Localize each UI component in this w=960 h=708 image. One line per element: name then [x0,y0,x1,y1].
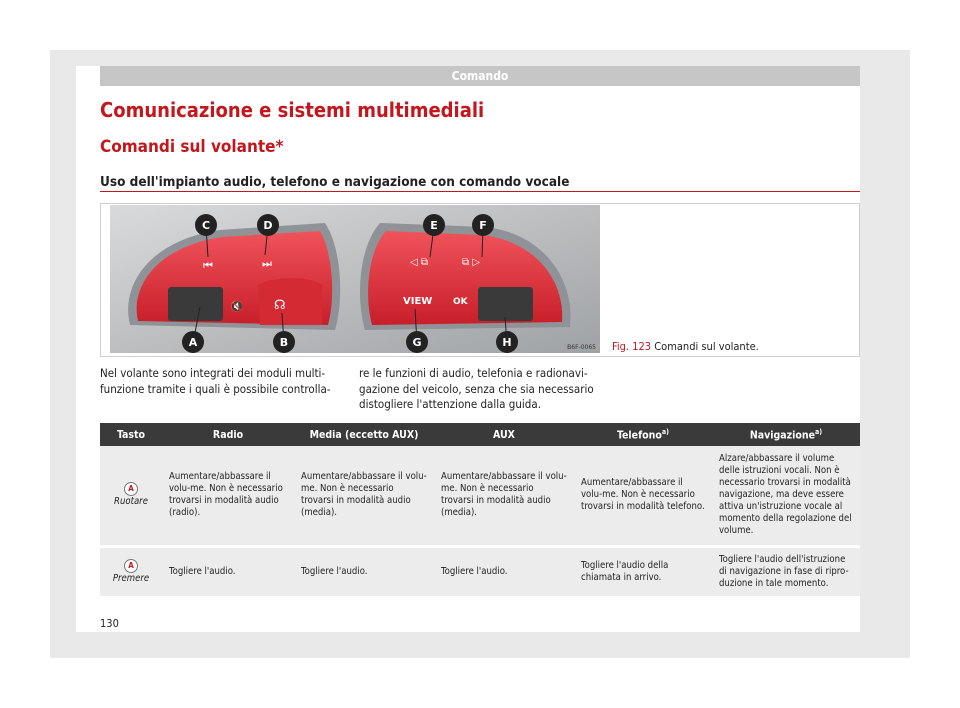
right-arrow-menu-icon: ⧉ ▷ [462,257,481,268]
key-badge: A [124,559,138,573]
table-cell: Aumentare/abbassare il volu-me. Non è necessario trovarsi in modalità audio (radio). [162,446,294,546]
table-key-cell [100,446,162,546]
table-key-cell [100,546,162,597]
table-cell: Togliere l'audio. [434,546,574,597]
table-cell: Aumentare/abbassare il volu-me. Non è necessario trovarsi in modalità telefono. [574,446,712,546]
thumb-roller [478,287,533,321]
table-cell: Togliere l'audio. [294,546,434,597]
callout-d: D [263,219,273,232]
footnote-mark: a) [815,427,823,436]
title-rule [100,191,860,192]
figure-number: Fig. 123 [612,340,652,353]
volume-roller [168,287,223,321]
table-cell: Alzare/abbassare il volume delle istruzioni vocali. Non è necessario trovarsi in modalità navigazione, ma deve essere attiva un'istruzione vocale al momento della regolazione del volume. [712,446,860,546]
next-track-icon: ⏭ [262,257,272,270]
table-header: AUX [434,423,574,446]
table-header-label: Navigazione [749,429,816,442]
table-header [712,423,860,446]
section-title: Comandi sul volante* [100,137,284,157]
table-header: Tasto [100,423,162,446]
table-cell: Aumentare/abbassare il volu-me. Non è necessario trovarsi in modalità audio (media). [294,446,434,546]
figure-code: B6F-0065 [567,344,596,351]
table-header-row [100,423,860,446]
controls-table [100,423,860,599]
table-cell: Aumentare/abbassare il volu-me. Non è necessario trovarsi in modalità audio (media). [434,446,574,546]
figure-caption-text: Comandi sul volante. [654,340,759,353]
callout-c: C [201,219,211,232]
section-header: Comando [100,66,860,86]
callout-e: E [430,219,438,232]
mute-icon: 🔇 [230,300,244,313]
key-badge: A [124,482,138,496]
ok-button: OK [453,297,468,307]
table-row [100,446,860,546]
table-cell: Togliere l'audio della chiamata in arrivo. [574,546,712,597]
subsection-title: Uso dell'impianto audio, telefono e navigazione con comando vocale [100,174,570,190]
callout-h: H [502,336,512,349]
callout-a: A [188,336,198,349]
left-arrow-menu-icon: ◁ ⧉ [410,257,429,268]
callout-f: F [479,219,487,232]
voice-command-icon: ☊ [274,298,286,313]
table-header: Radio [162,423,294,446]
callout-b: B [279,336,289,349]
key-action: Ruotare [114,496,148,508]
footnote-mark: a) [661,427,670,436]
chapter-title: Comunicazione e sistemi multimediali [100,98,485,122]
table-header [574,423,712,446]
key-action: Premere [112,572,150,584]
table-header: Media (eccetto AUX) [294,423,434,446]
table-header-label: Telefono [616,429,662,442]
page-number: 130 [100,617,119,630]
body-text-column-2: re le funzioni di audio, telefonia e radionavi-gazione del veicolo, senza che sia necessario distogliere l'attenzione dalla guida. [359,366,594,411]
table-cell: Togliere l'audio. [162,546,294,597]
table-cell: Togliere l'audio dell'istruzione di navigazione in fase di ripro-duzione in tale momento. [712,546,860,597]
callout-g: G [412,336,422,349]
table-row [100,546,860,597]
body-text-column-1: Nel volante sono integrati dei moduli multi-funzione tramite i quali è possibile controlla- [100,366,331,396]
figure-caption [612,340,759,353]
steering-wheel-photo [110,205,600,353]
prev-track-icon: ⏮ [203,259,213,272]
view-button: VIEW [403,296,433,307]
